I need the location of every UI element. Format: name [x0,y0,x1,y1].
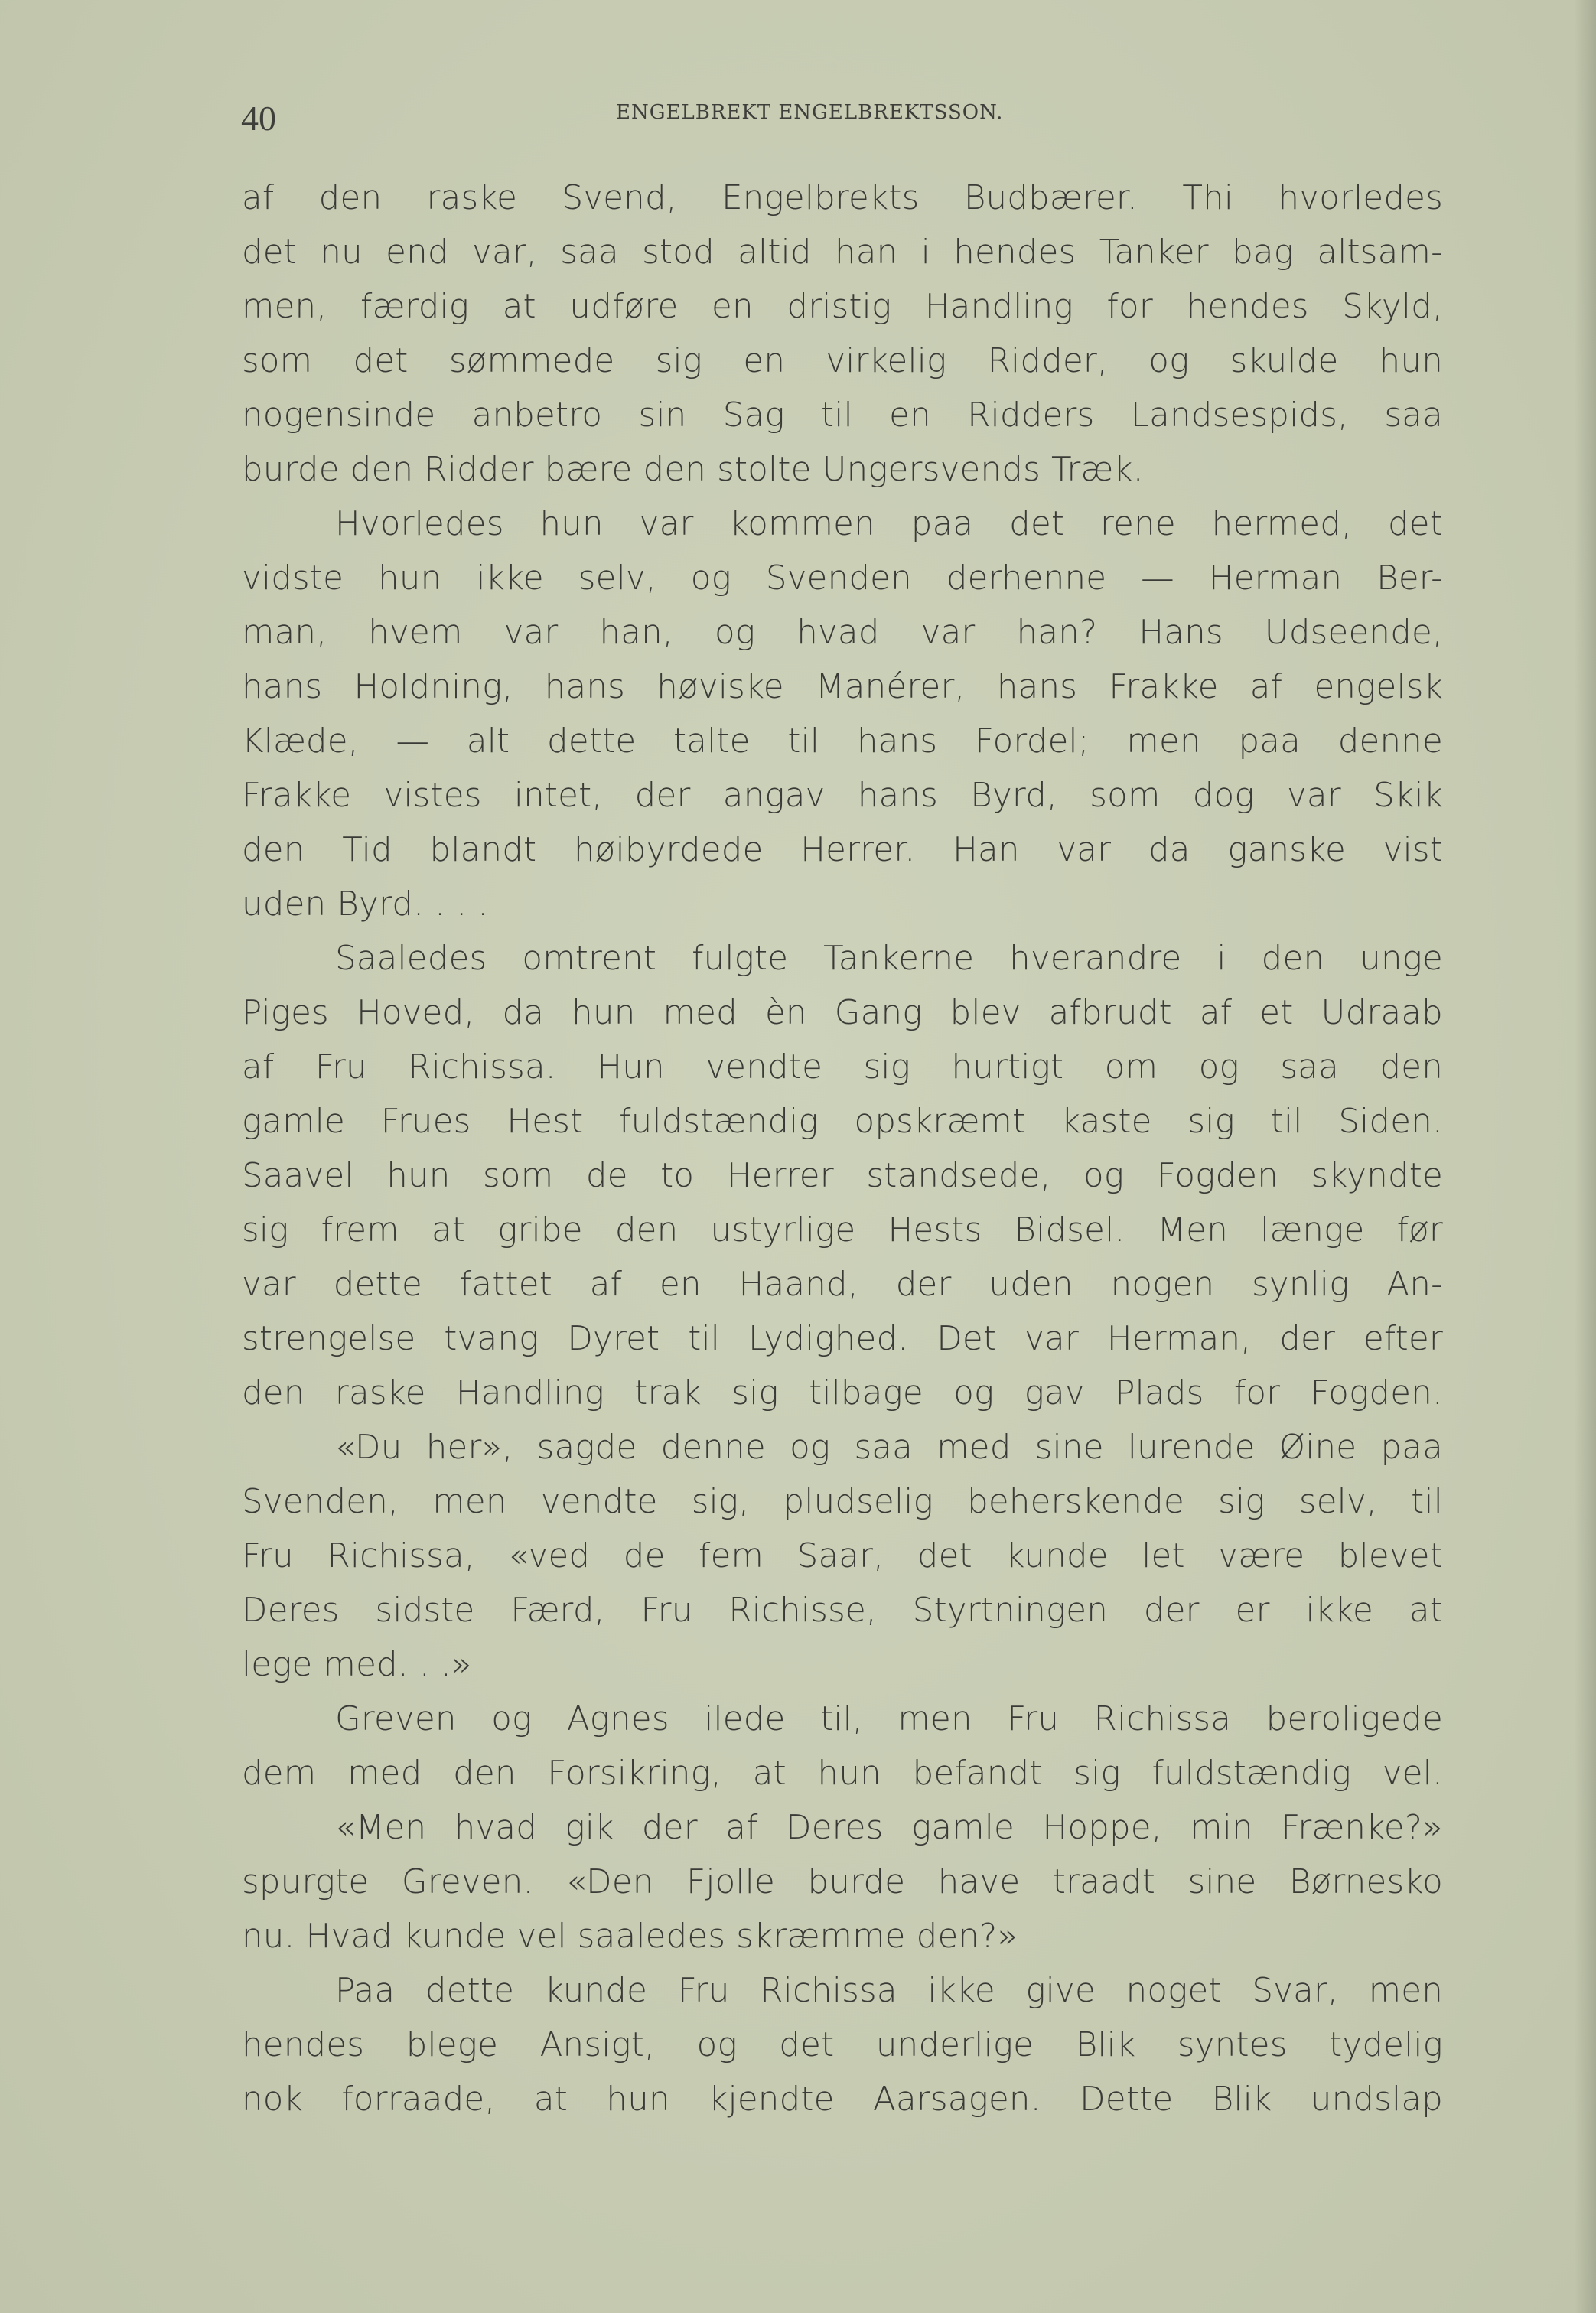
text-line: spurgte Greven. «Den Fjolle burde have traadt sine Børnesko [242,1863,1443,1901]
text-line: Hvorledes hun var kommen paa det rene hermed, det [335,505,1443,543]
text-line: gamle Frues Hest fuldstændig opskræmt kaste sig til Siden. [242,1103,1443,1141]
text-line: nogensinde anbetro sin Sag til en Ridders Landsespids, saa [242,396,1443,435]
text-line: lege med. . .» [242,1646,472,1684]
text-line: Deres sidste Færd, Fru Richisse, Styrtningen der er ikke at [242,1591,1443,1630]
text-line: som det sømmede sig en virkelig Ridder, og skulde hun [242,342,1443,380]
text-line: men, færdig at udføre en dristig Handling for hendes Skyld, [242,288,1443,326]
text-line: den Tid blandt høibyrdede Herrer. Han var da ganske vist [242,831,1443,869]
page-number: 40 [241,99,276,138]
text-line: uden Byrd. . . . [242,885,489,924]
text-line: Piges Hoved, da hun med èn Gang blev afbrudt af et Udraab [242,994,1443,1032]
text-line: hans Holdning, hans høviske Manérer, hans Frakke af engelsk [242,668,1443,706]
text-line: Fru Richissa, «ved de fem Saar, det kunde let være blevet [242,1537,1443,1575]
text-line: burde den Ridder bære den stolte Ungersvends Træk. [242,451,1144,489]
text-line: af Fru Richissa. Hun vendte sig hurtigt om og saa den [242,1048,1443,1086]
body-text [242,171,1443,2127]
text-line: Frakke vistes intet, der angav hans Byrd, som dog var Skik [242,777,1443,815]
text-line: nu. Hvad kunde vel saaledes skræmme den?» [242,1917,1018,1956]
text-line: Greven og Agnes ilede til, men Fru Richissa beroligede [335,1700,1443,1738]
page-edge-shadow [1575,0,1596,2313]
text-line: Klæde, — alt dette talte til hans Fordel; men paa denne [242,722,1443,761]
text-line: Saavel hun som de to Herrer standsede, og Fogden skyndte [242,1157,1443,1195]
text-line: det nu end var, saa stod altid han i hendes Tanker bag altsam- [242,233,1443,272]
text-line: den raske Handling trak sig tilbage og gav Plads for Fogden. [242,1374,1443,1412]
text-line: «Men hvad gik der af Deres gamle Hoppe, min Frænke?» [335,1809,1443,1847]
text-line: «Du her», sagde denne og saa med sine lurende Øine paa [335,1429,1443,1467]
text-line: vidste hun ikke selv, og Svenden derhenne — Herman Ber- [242,559,1443,598]
text-line: strengelse tvang Dyret til Lydighed. Det var Herman, der efter [242,1320,1443,1358]
text-line: var dette fattet af en Haand, der uden nogen synlig An- [242,1266,1443,1304]
text-line: man, hvem var han, og hvad var han? Hans Udseende, [242,614,1443,652]
text-line: hendes blege Ansigt, og det underlige Blik syntes tydelig [242,2026,1443,2064]
text-line: dem med den Forsikring, at hun befandt sig fuldstændig vel. [242,1754,1443,1793]
page-header [241,98,1442,144]
text-line: af den raske Svend, Engelbrekts Budbærer. Thi hvorledes [242,179,1443,217]
text-line: Paa dette kunde Fru Richissa ikke give noget Svar, men [335,1972,1443,2010]
text-line: Svenden, men vendte sig, pludselig beherskende sig selv, til [242,1483,1443,1521]
running-head: ENGELBREKT ENGELBREKTSSON. [616,101,1004,124]
text-line: Saaledes omtrent fulgte Tankerne hverandre i den unge [335,940,1443,978]
text-line: nok forraade, at hun kjendte Aarsagen. Dette Blik undslap [242,2080,1443,2119]
text-line: sig frem at gribe den ustyrlige Hests Bidsel. Men længe før [242,1211,1443,1249]
